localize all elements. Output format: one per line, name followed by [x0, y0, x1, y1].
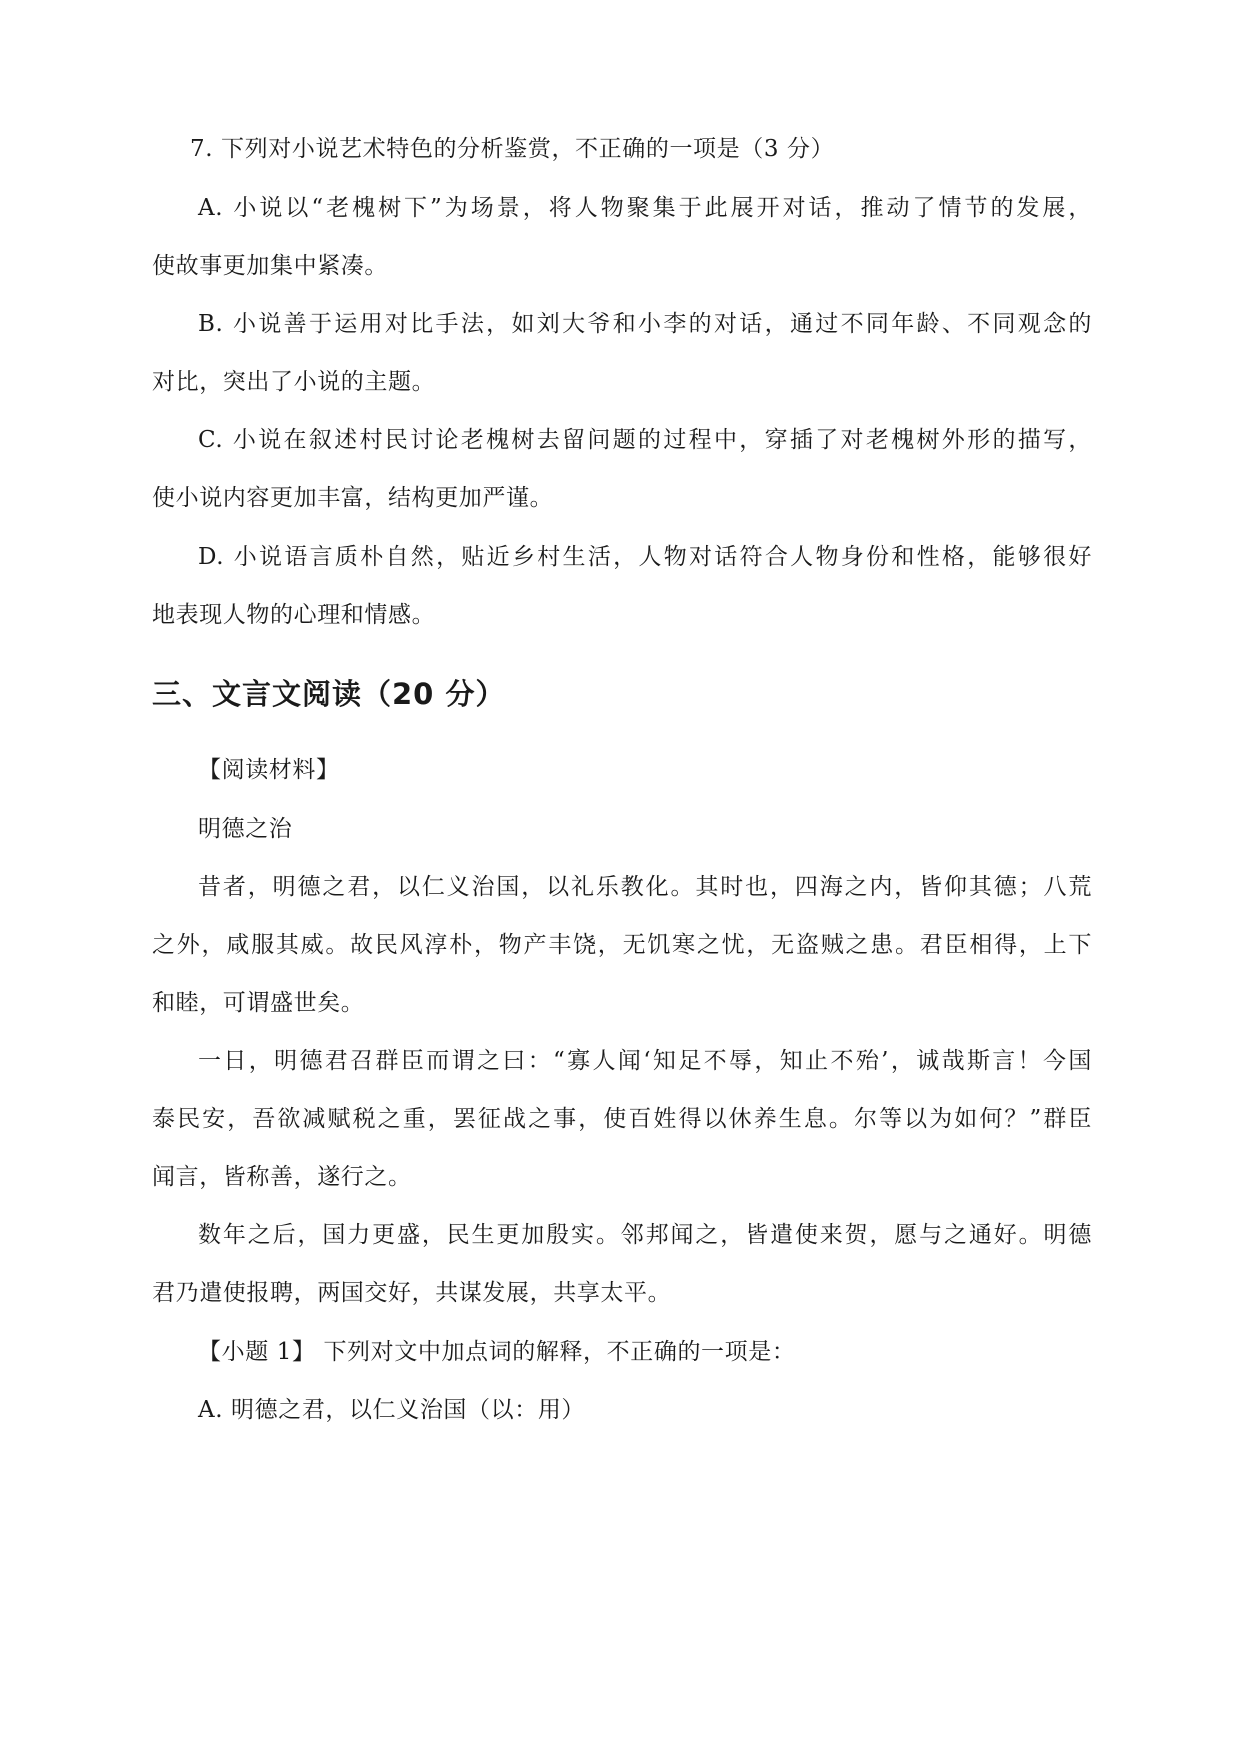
q7-option-c-line1: C. 小说在叙述村民讨论老槐树去留问题的过程中，穿插了对老槐树外形的描写， — [198, 427, 1092, 453]
q7-option-d-line2: 地表现人物的心理和情感。 — [152, 602, 436, 628]
paragraph-1-line2: 之外，咸服其威。故民风淳朴，物产丰饶，无饥寒之忧，无盗贼之患。君臣相得，上下 — [152, 932, 1092, 958]
q7-option-d-line1: D. 小说语言质朴自然，贴近乡村生活，人物对话符合人物身份和性格，能够很好 — [198, 544, 1092, 570]
q7-option-a-line2: 使故事更加集中紧凑。 — [152, 253, 388, 279]
material-label: 【阅读材料】 — [198, 757, 340, 783]
question-7-stem: 7. 下列对小说艺术特色的分析鉴赏，不正确的一项是（3 分） — [190, 136, 835, 162]
paragraph-2-line3: 闻言，皆称善，遂行之。 — [152, 1164, 412, 1190]
paragraph-3-line2: 君乃遣使报聘，两国交好，共谋发展，共享太平。 — [152, 1280, 672, 1306]
q7-option-b-line1: B. 小说善于运用对比手法，如刘大爷和小李的对话，通过不同年龄、不同观念的 — [198, 311, 1092, 337]
paragraph-1-line3: 和睦，可谓盛世矣。 — [152, 990, 365, 1016]
paragraph-3-line1: 数年之后，国力更盛，民生更加殷实。邻邦闻之，皆遣使来贺，愿与之通好。明德 — [198, 1222, 1092, 1248]
section-heading: 三、文言文阅读（20 分） — [152, 677, 506, 711]
subquestion-1-option-a: A. 明德之君，以仁义治国（以：用） — [198, 1397, 586, 1423]
q7-option-b-line2: 对比，突出了小说的主题。 — [152, 369, 436, 395]
passage-title: 明德之治 — [198, 816, 293, 842]
paragraph-1-line1: 昔者，明德之君，以仁义治国，以礼乐教化。其时也，四海之内，皆仰其德；八荒 — [198, 874, 1092, 900]
subquestion-1-stem: 【小题 1】 下列对文中加点词的解释，不正确的一项是： — [198, 1339, 796, 1365]
q7-option-c-line2: 使小说内容更加丰富，结构更加严谨。 — [152, 485, 554, 511]
paragraph-2-line1: 一日，明德君召群臣而谓之曰：“寡人闻‘知足不辱，知止不殆’，诚哉斯言！今国 — [198, 1048, 1092, 1074]
q7-option-a-line1: A. 小说以“老槐树下”为场景，将人物聚集于此展开对话，推动了情节的发展， — [198, 195, 1092, 221]
paragraph-2-line2: 泰民安，吾欲减赋税之重，罢征战之事，使百姓得以休养生息。尔等以为如何？”群臣 — [152, 1106, 1092, 1132]
